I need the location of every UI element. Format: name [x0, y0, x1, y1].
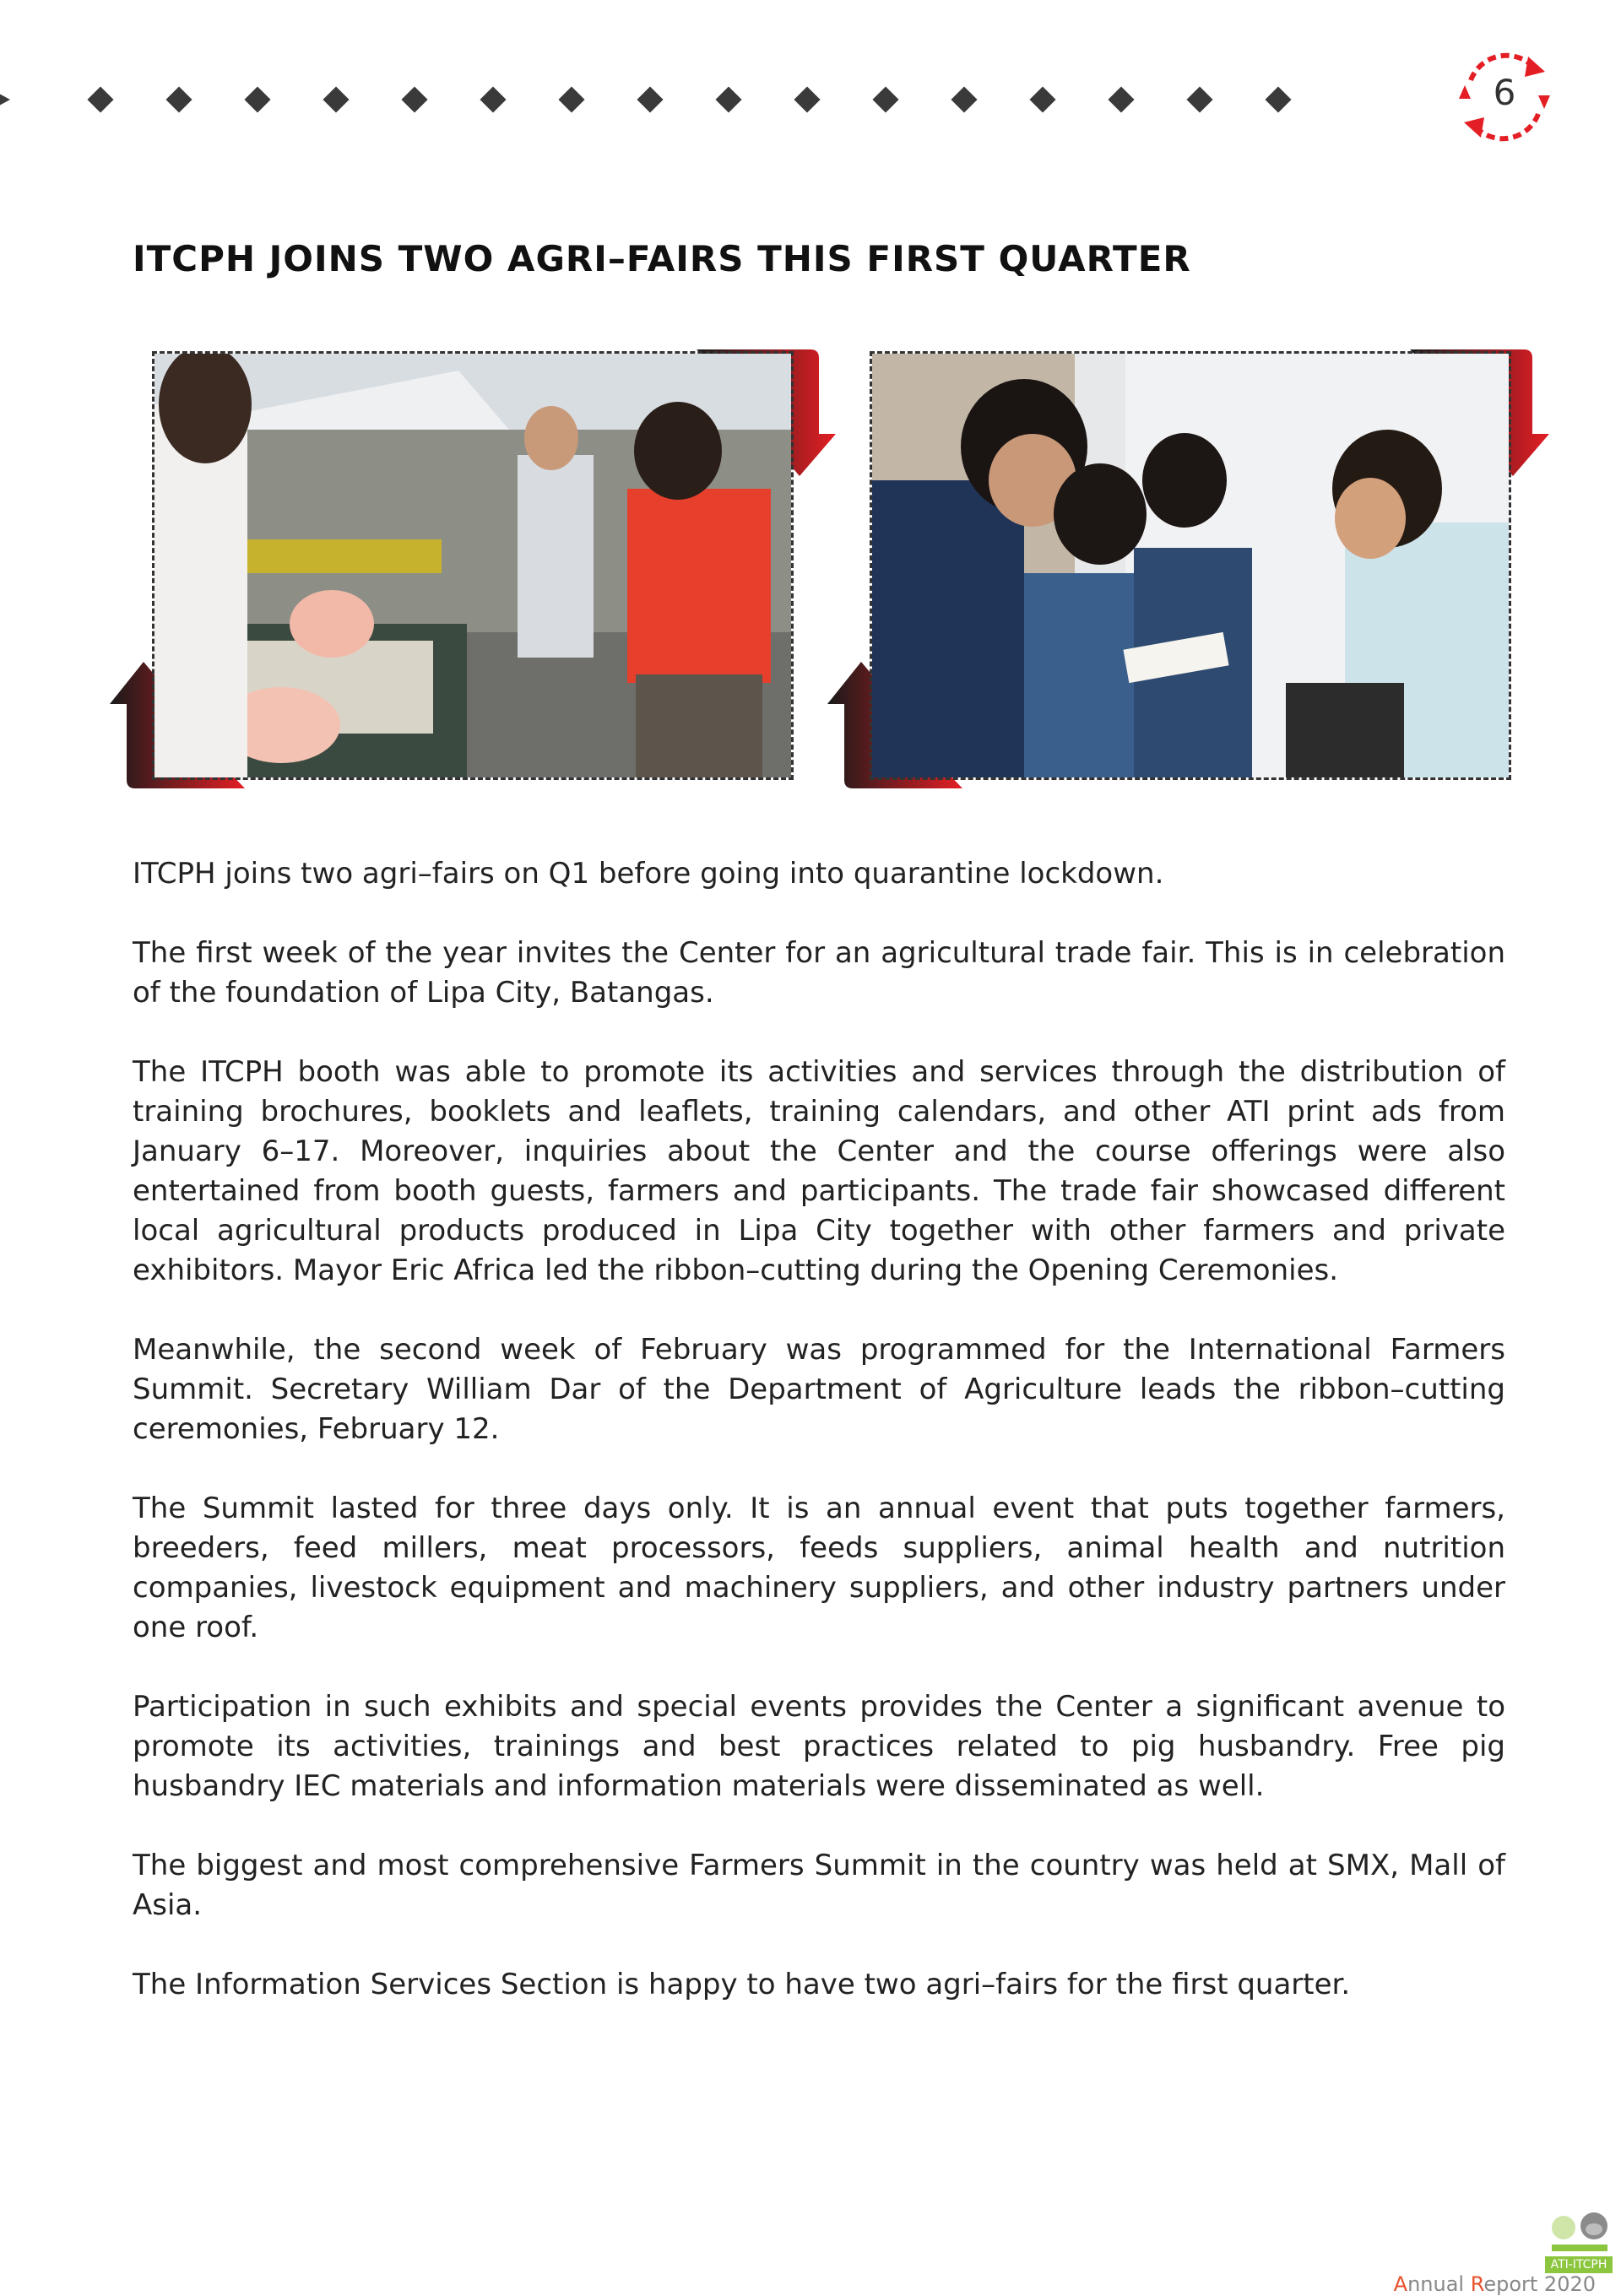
photo-frame-right [836, 349, 1553, 788]
diamond-icon [244, 86, 270, 112]
paragraph: The biggest and most comprehensive Farmers Summit in the country was held at SMX, Mall of Asia. [133, 1849, 1505, 1922]
ati-itcph-logo [1547, 2209, 1613, 2256]
diamond-icon [1029, 86, 1055, 112]
diamond-icon [794, 86, 820, 112]
paragraph: The ITCPH booth was able to promote its activities and services through the distribution of training brochures, booklets and leaflets, training calendars, and other ATI print ads from January 6–17. Moreover, inquiries about the Center and the course offerings were also entertained from booth guests, farmers and participants. The trade fair showcased different local agricultural products produced in Lipa City together with other farmers and private exhibitors. Mayor Eric Africa led the ribbon–cutting during the Opening Ceremonies. [133, 1055, 1505, 1287]
report-initial: R [1470, 2272, 1484, 2296]
diamond-icon [1186, 86, 1212, 112]
arrow-right-icon [0, 88, 10, 111]
summit-booth-scene-image [872, 354, 1511, 780]
article-body [133, 854, 1505, 2044]
booth-photo-lipa-trade-fair [152, 351, 794, 780]
paragraph: ITCPH joins two agri–fairs on Q1 before going into quarantine lockdown. [133, 857, 1164, 891]
diamond-icon [1108, 86, 1134, 112]
diamond-icon [872, 86, 898, 112]
paragraph: The Information Services Section is happy to have two agri–fairs for the first quarter. [133, 1968, 1351, 2001]
photo-frame-left [110, 349, 827, 788]
page-title: ITCPH JOINS TWO AGRI–FAIRS THIS FIRST QUARTER [133, 238, 1191, 279]
paragraph: Meanwhile, the second week of February was programmed for the International Farmers Summit. Secretary William Dar of the Department of Agriculture leads the ribbon–cutting ceremonies, February 12. [133, 1333, 1505, 1446]
logo-label: ATI-ITCPH [1545, 2256, 1613, 2273]
page-number: 6 [1493, 72, 1516, 113]
paragraph: The Summit lasted for three days only. It is an annual event that puts together farmers, breeders, feed millers, meat processors, feeds suppliers, animal health and nutrition companies, livestock equipment and machinery suppliers, and other industry partners under one roof. [133, 1492, 1505, 1644]
diamond-icon [637, 86, 663, 112]
diamond-icon [1265, 86, 1291, 112]
diamond-icon [323, 86, 349, 112]
booth-photo-farmers-summit [870, 351, 1511, 780]
diamond-icon [480, 86, 506, 112]
pig-logo-icon [1547, 2209, 1613, 2256]
diamond-icon [951, 86, 977, 112]
paragraph: The first week of the year invites the Center for an agricultural trade fair. This is in celebration of the foundation of Lipa City, Batangas. [133, 936, 1505, 1010]
diamond-icon [165, 86, 192, 112]
report-initial: A [1393, 2272, 1408, 2296]
page-number-badge [1445, 46, 1564, 148]
paragraph: Participation in such exhibits and special events provides the Center a significant avenue to promote its activities, trainings and best practices related to pig husbandry. Free pig husbandry IEC materials and information materials were disseminated as well. [133, 1690, 1505, 1803]
diamond-icon [87, 86, 113, 112]
report-word: eport 2020 [1483, 2272, 1596, 2296]
diamond-icon [558, 86, 584, 112]
trade-fair-scene-image [155, 354, 794, 780]
decorative-diamond-row [0, 84, 1317, 115]
diamond-icon [715, 86, 741, 112]
report-word: nnual [1407, 2272, 1471, 2296]
diamond-icon [401, 86, 427, 112]
